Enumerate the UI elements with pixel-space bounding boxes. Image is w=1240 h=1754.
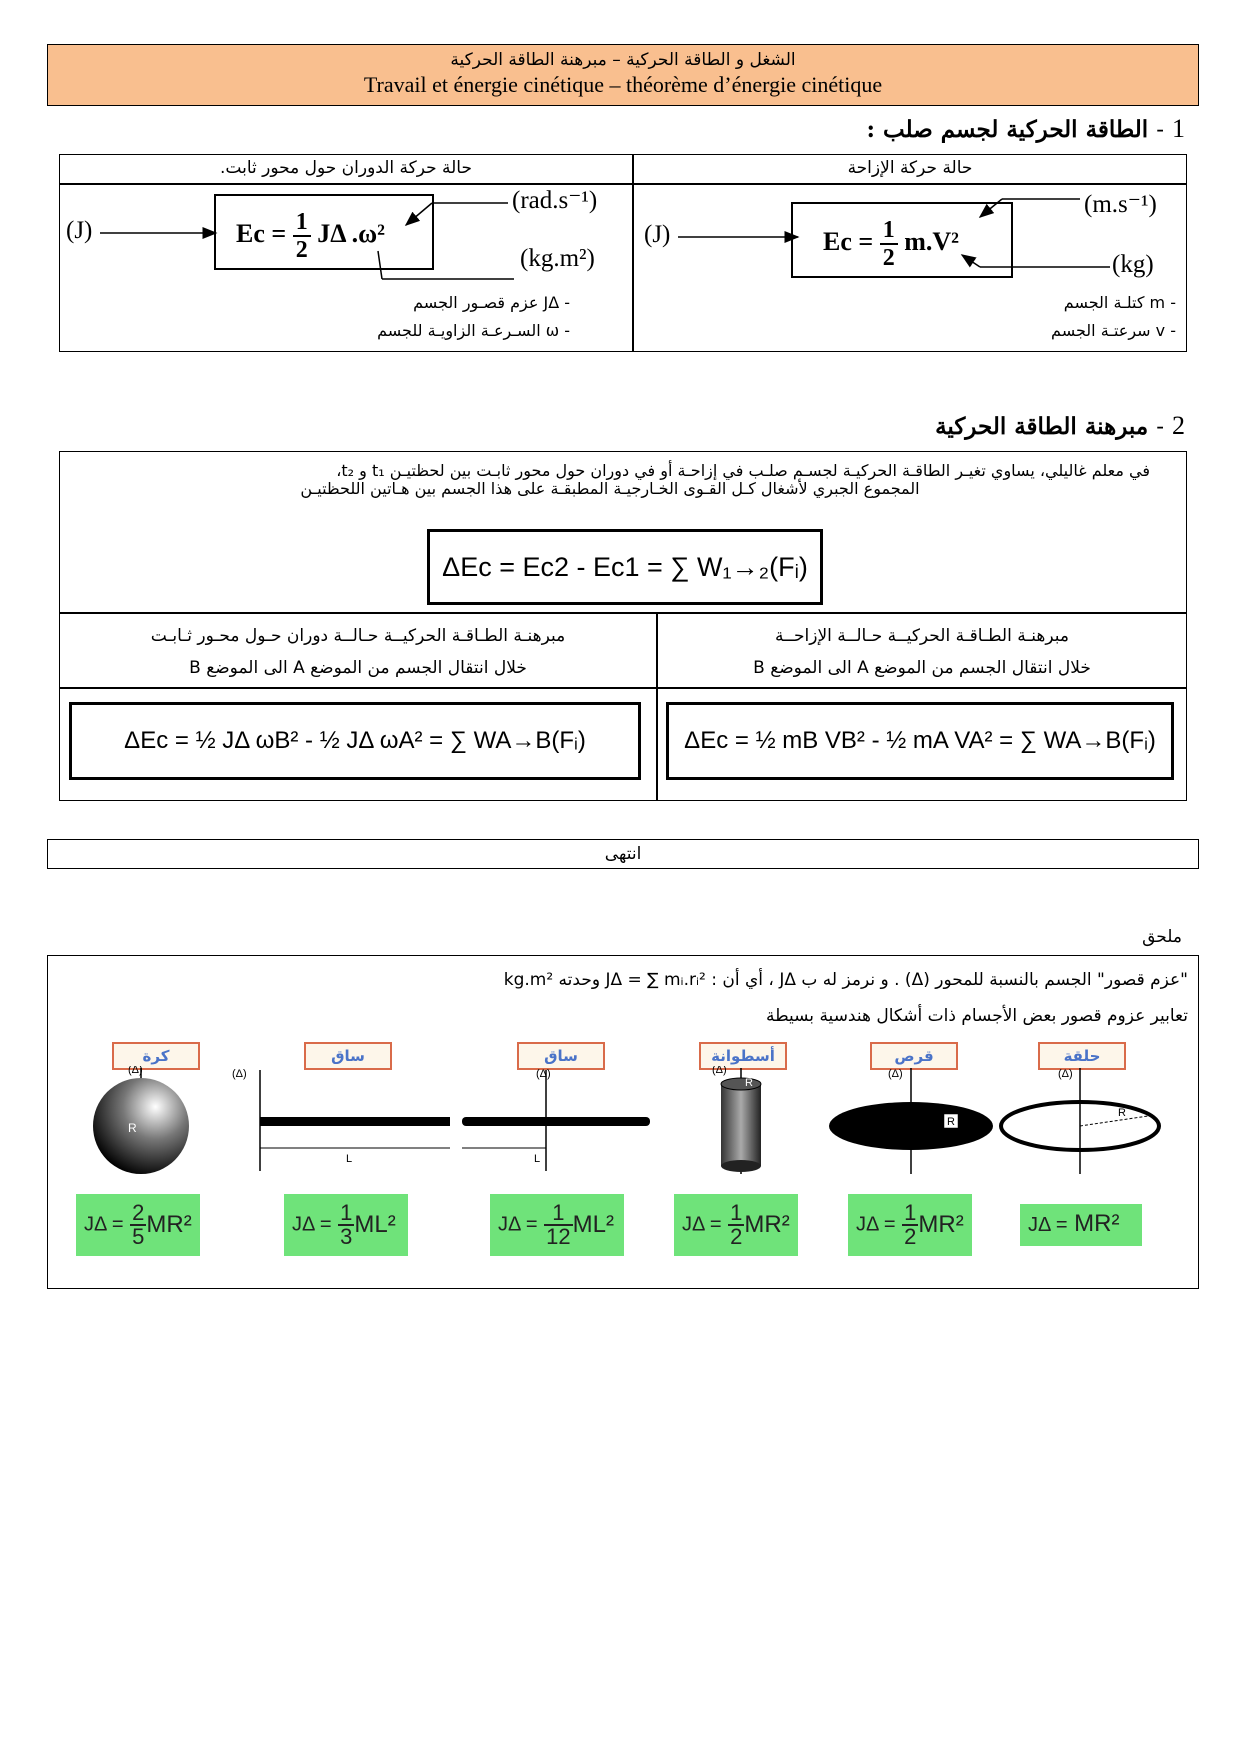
annex-box [47,955,1199,1289]
theorem-table [59,451,1187,801]
rod-center-shape [462,1117,650,1126]
section1-heading: 1 - الطاقة الحركية لجسم صلب : [866,114,1185,143]
translation-header: حالة حركة الإزاحة [847,158,973,178]
rod-end-dim-label: L [346,1153,353,1165]
inertia-definition: "عزم قصور" الجسم بالنسبة للمحور (Δ) . و نرمز له ب JΔ ، أي أن : JΔ = ∑ mᵢ.rᵢ² وحدته kg.m² [503,970,1188,990]
disc-axis-label: (Δ) [888,1068,903,1081]
rotation-formula-lhs: Ec = [236,218,287,248]
rotation-formula-rhs: JΔ .ω² [317,218,385,248]
rotation-case-line1: مبرهنـة الطـاقـة الحركيــة حـالــة دوران حـول محـور ثـابـت [150,626,566,646]
ring-axis-label: (Δ) [1058,1068,1073,1081]
ring-dim-label: R [1118,1107,1126,1119]
omega-unit: (rad.s⁻¹) [512,187,598,214]
cylinder-inertia-formula: JΔ = $\frac{1}{2}$ MR² [674,1194,798,1256]
ring-inertia-formula: JΔ = MR² [1020,1204,1142,1246]
translation-note-mass: - m كتلـة الجسم [1063,293,1176,312]
shape-label-disc: قرص [870,1042,958,1070]
section2-heading: 2 - مبرهنة الطاقة الحركية [935,411,1185,440]
rotation-frac-den: 2 [295,237,308,263]
mass-unit: (kg) [1112,251,1154,278]
rod-center-inertia-formula: JΔ = $\frac{1}{12}$ ML² [490,1194,624,1256]
section1-number: 1 [1172,114,1185,143]
translation-formula-lhs: Ec = [823,226,874,256]
theorem-main-formula: ΔEc = Ec2 - Ec1 = ∑ W₁→₂(Fᵢ) [427,529,823,605]
header-title-fr: Travail et énergie cinétique – théorème d’énergie cinétique [363,72,883,97]
rod-center-dim-label: L [534,1153,541,1165]
rotation-frac-num: 1 [293,210,311,237]
sphere-shape [93,1078,189,1174]
translation-theorem-formula: ΔEc = ½ mB VB² - ½ mA VA² = ∑ WA→B(Fᵢ) [666,702,1174,780]
rotation-note-omega: - ω السـرعـة الزاويـة للجسم [377,321,570,340]
shape-label-sphere: كرة [112,1042,200,1070]
header-title-ar: الشغل و الطاقة الحركية – مبرهنة الطاقة الحركية [450,50,796,70]
sphere-dim-label: R [128,1121,137,1135]
shapes-illustration [48,1066,1198,1176]
velocity-unit: (m.s⁻¹) [1084,191,1157,218]
translation-case-line1: مبرهنـة الطـاقـة الحركيــة حـالــة الإزاحــة [774,626,1070,646]
rotation-note-inertia: - JΔ عزم قصـور الجسم [413,293,570,312]
shape-label-ring: حلقة [1038,1042,1126,1070]
rotation-case-heading [60,620,656,684]
rod-center-axis-label: (Δ) [536,1068,551,1081]
section2-number: 2 [1172,411,1185,440]
translation-case-heading [658,620,1186,684]
theorem-statement-line2: المجموع الجبري لأشغال كـل القـوى الخـارجيـة المطبقـة على هذا الجسم بين هـاتين اللحظتيـن [300,479,920,498]
shape-label-cylinder: أسطوانة [699,1042,787,1070]
sphere-inertia-formula: JΔ = $\frac{2}{5}$ MR² [76,1194,200,1256]
formula-arrows [60,155,1186,351]
theorem-statement [70,462,1150,498]
rotation-header: حالة حركة الدوران حول محور ثابت. [219,158,472,178]
rotation-case-line2: خلال انتقال الجسم من الموضع A الى الموضع B [189,658,527,678]
translation-energy-unit: (J) [644,221,671,248]
theorem-statement-line1: في معلم غاليلي، يساوي تغيـر الطاقـة الحركيـة لجسـم صلـب في إزاحـة أو في دوران حول محور ثابـت بين لحظتيـن t₁ و t₂، [336,461,1150,480]
annex-title: ملحق [1142,927,1182,947]
rotation-theorem-formula: ΔEc = ½ JΔ ωB² - ½ JΔ ωA² = ∑ WA→B(Fᵢ) [69,702,641,780]
inertia-subtitle: تعابير عزوم قصور بعض الأجسام ذات أشكال هندسية بسيطة [765,1006,1188,1026]
inertia-unit: (kg.m²) [520,245,595,272]
rod-end-shape [260,1117,450,1126]
disc-dim-label: R [947,1116,955,1128]
translation-note-speed: - v سرعتـة الجسم [1051,321,1176,340]
rod-end-inertia-formula: JΔ = $\frac{1}{3}$ ML² [284,1194,408,1256]
kinetic-energy-table [59,154,1187,352]
cylinder-dim-label: R [745,1077,753,1089]
end-marker: انتهى [47,839,1199,869]
shape-label-rod-end: ساق [304,1042,392,1070]
section2-title: مبرهنة الطاقة الحركية [935,413,1149,440]
shape-label-rod-center: ساق [517,1042,605,1070]
translation-case-line2: خلال انتقال الجسم من الموضع A الى الموضع B [753,658,1091,678]
rotation-energy-unit: (J) [66,217,93,244]
page-header [47,44,1199,106]
translation-frac-den: 2 [882,245,895,271]
cylinder-shape [721,1160,761,1172]
translation-frac-num: 1 [880,218,898,245]
cylinder-axis-label: (Δ) [712,1066,727,1077]
section1-title: الطاقة الحركية لجسم صلب : [866,116,1149,143]
translation-formula-rhs: m.V² [904,226,959,256]
sphere-axis-label: (Δ) [128,1066,143,1077]
rod-end-axis-label: (Δ) [232,1068,247,1081]
disc-inertia-formula: JΔ = $\frac{1}{2}$ MR² [848,1194,972,1256]
